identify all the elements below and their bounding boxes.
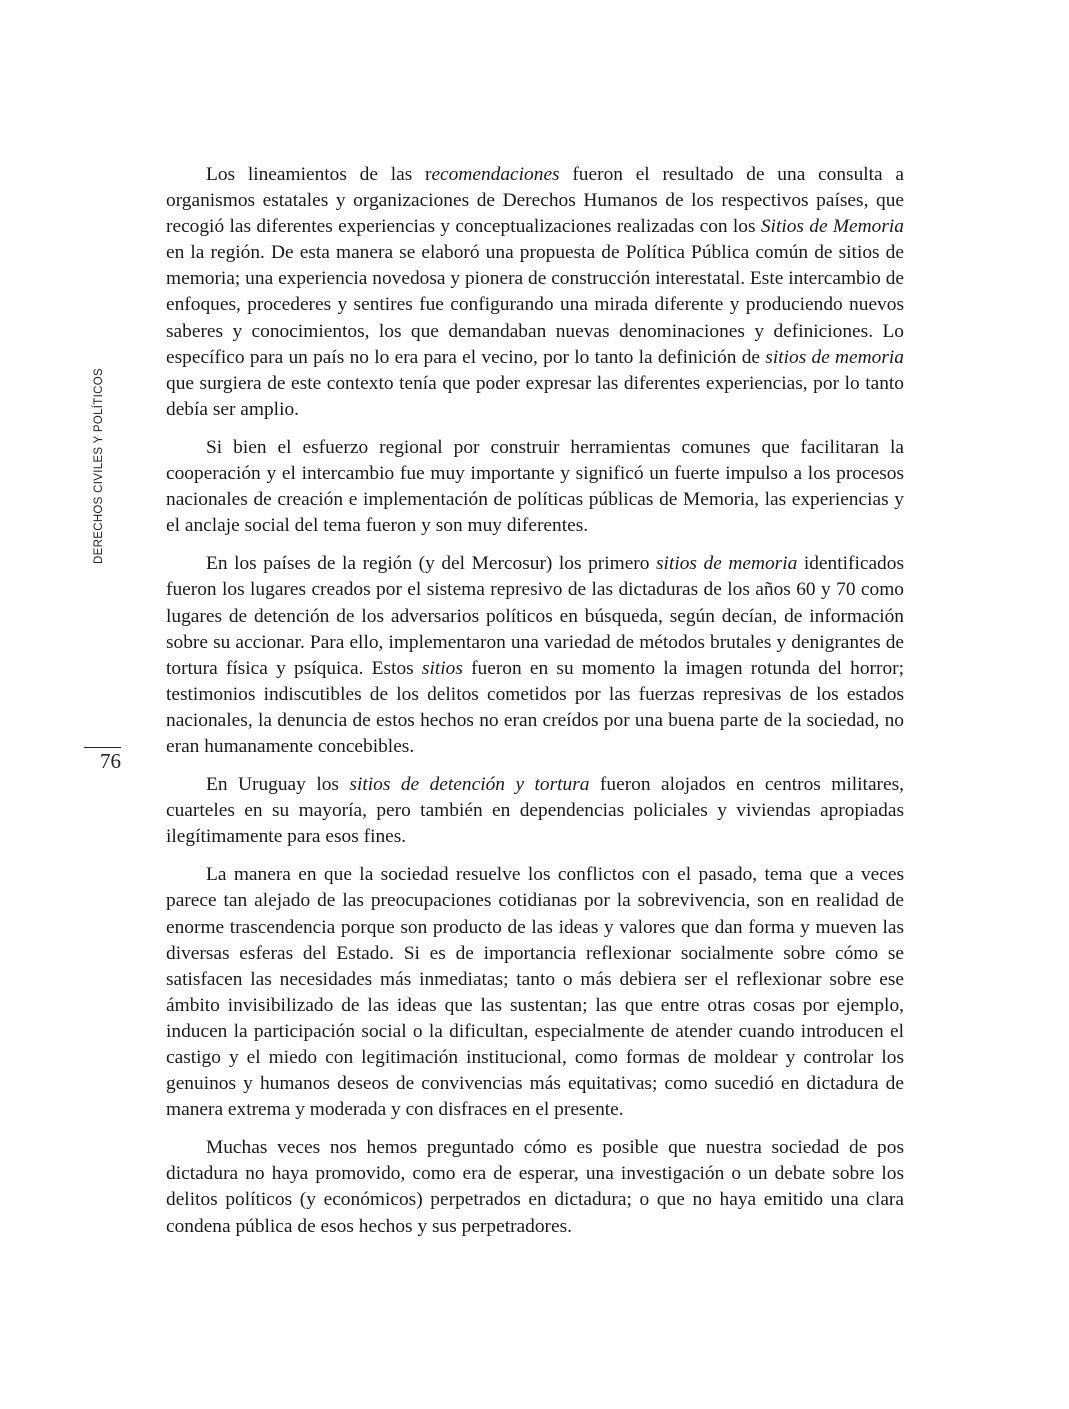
text-run: En Uruguay los xyxy=(206,774,350,796)
page-number-rule xyxy=(84,747,121,748)
text-run: En los países de la región (y del Mercosur) los primero xyxy=(206,553,657,575)
paragraph-2 xyxy=(166,435,904,539)
text-run: La manera en que la sociedad resuelve los conflictos con el pasado, tema que a veces parece tan alejado de las preocupaciones cotidianas por la sobrevivencia, son en realidad de enorme trascendencia porque son producto de las ideas y valores que dan forma y mueven las diversas esferas del Estado. Si es de importancia reflexionar socialmente sobre cómo se satisfacen las necesidades más inmediatas; tanto o más debiera ser el reflexionar sobre ese ámbito invisibilizado de las ideas que las sustentan; las que entre otras cosas por ejemplo, inducen la participación social o la dificultan, especialmente de atender cuando introducen el castigo y el miedo con legitimación institucional, como formas de moldear y controlar los genuinos y humanos deseos de convivencias más equitativas; como sucedió en dictadura de manera extrema y moderada y con disfraces en el presente. xyxy=(166,864,904,1121)
paragraph-4 xyxy=(166,772,904,850)
italic-term: sitios de memoria xyxy=(765,346,904,368)
text-run: en la región. De esta manera se elaboró una propuesta de Política Pública común de sitios de memoria; una experiencia novedosa y pionera de construcción interestatal. Este intercambio de enfoques, procederes y sentires fue configurando una mirada diferente y produciendo nuevos saberes y conocimientos, los que demandaban nuevas denominaciones y definiciones. Lo específico para un país no lo era para el vecino, por lo tanto la definición de xyxy=(166,242,904,368)
text-run: fueron alojados en centros militares, cuarteles en su mayoría, pero también en dependencias policiales y viviendas apropiadas ilegítimamente para esos fines. xyxy=(166,774,905,848)
italic-term: Sitios de Memoria xyxy=(760,216,904,238)
paragraph-6 xyxy=(166,1135,904,1239)
running-header: DERECHOS CIVILES Y POLÍTICOS xyxy=(93,368,105,564)
text-run: fueron en su momento la imagen rotunda del horror; testimonios indiscutibles de los delitos cometidos por las fuerzas represivas de los estados nacionales, la denuncia de estos hechos no eran creídos por una buena parte de la sociedad, no eran humanamente concebibles. xyxy=(166,657,904,757)
text-run: Muchas veces nos hemos preguntado cómo es posible que nuestra sociedad de pos dictadura no haya promovido, como era de esperar, una investigación o un debate sobre los delitos políticos (y económicos) perpetrados en dictadura; o que no haya emitido una clara condena pública de esos hechos y sus perpetradores. xyxy=(166,1137,904,1237)
text-run: Los lineamientos de las r xyxy=(206,164,432,185)
paragraph-3 xyxy=(166,551,904,760)
paragraph-5 xyxy=(166,862,904,1123)
text-run: Si bien el esfuerzo regional por construir herramientas comunes que facilitaran la cooperación y el intercambio fue muy importante y significó un fuerte impulso a los procesos nacionales de creación e implementación de políticas públicas de Memoria, las experiencias y el anclaje social del tema fueron y son muy diferentes. xyxy=(166,436,904,537)
text-run: que surgiera de este contexto tenía que poder expresar las diferentes experiencias, por lo tanto debía ser amplio. xyxy=(166,372,904,420)
italic-term: sitios de memoria xyxy=(656,553,798,575)
paragraph-1 xyxy=(166,162,904,423)
body-text xyxy=(166,162,904,1252)
text-run: identificados fueron los lugares creados por el sistema represivo de las dictaduras de los años 60 y 70 como lugares de detención de los adversarios políticos en búsqueda, según decían, de información sobre su accionar. Para ello, implementaron una variedad de métodos brutales y denigrantes de tortura física y psíquica. Estos xyxy=(166,553,904,679)
text-run: fueron el resultado de una consulta a organismos estatales y organizaciones de Derechos Humanos de los respectivos países, que recogió las diferentes experiencias y conceptualizaciones realizadas con los xyxy=(166,164,905,238)
italic-term: sitios xyxy=(421,657,463,679)
page-number: 76 xyxy=(100,749,121,773)
italic-term: sitios de detención y tortura xyxy=(349,774,590,796)
italic-term: ecomendaciones xyxy=(431,164,560,185)
